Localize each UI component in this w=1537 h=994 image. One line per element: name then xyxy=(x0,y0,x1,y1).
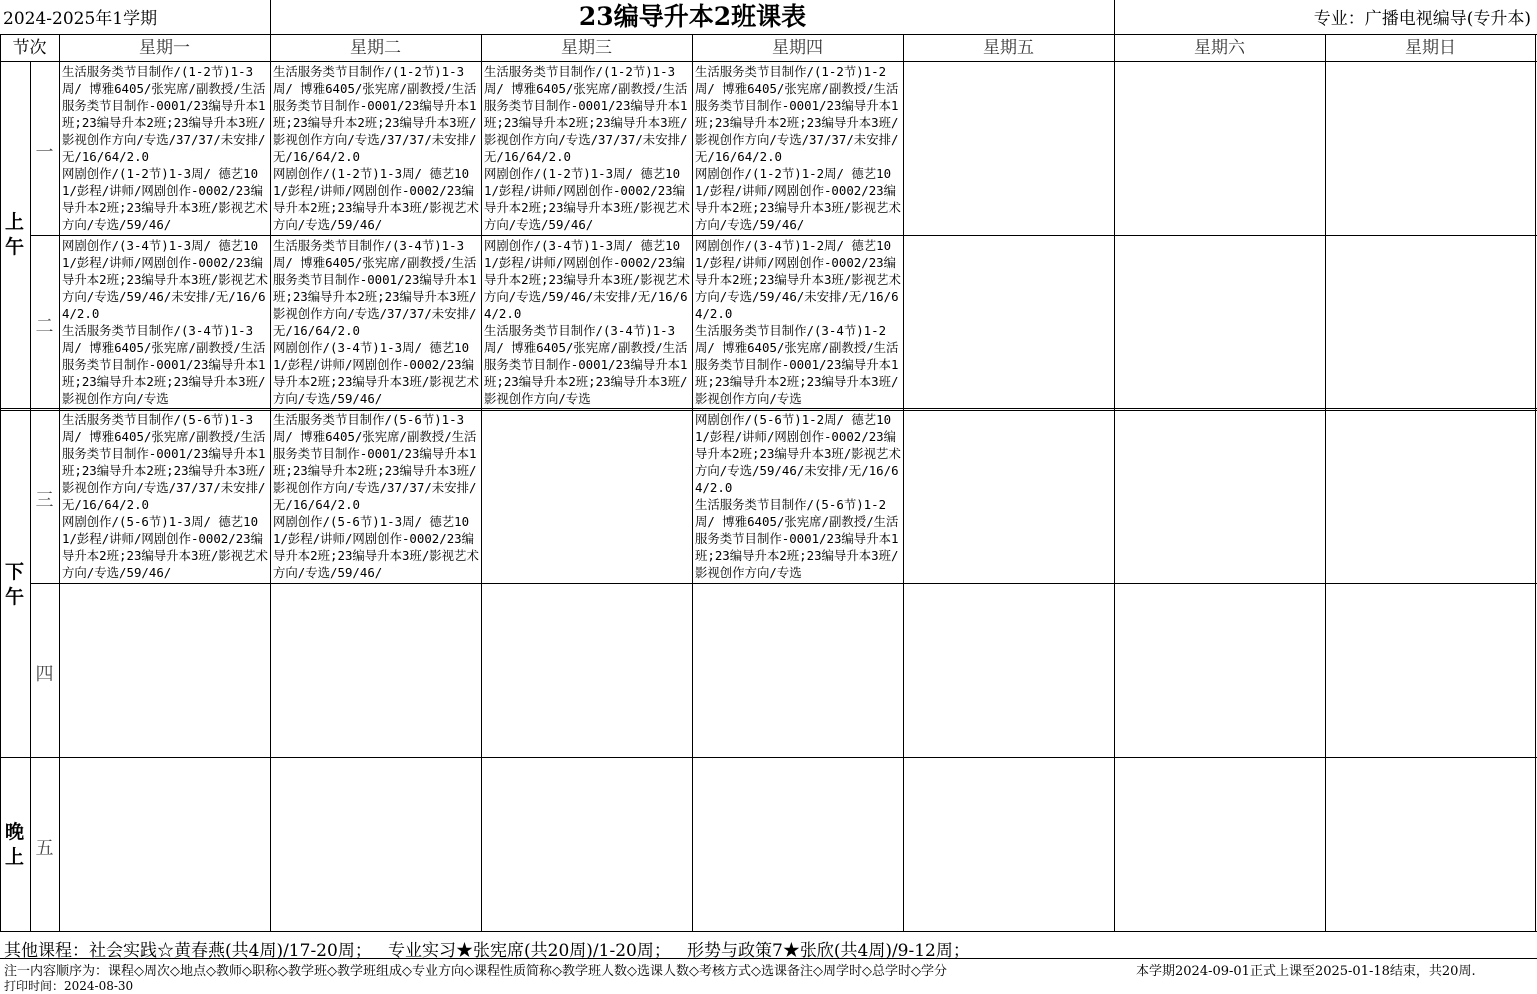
schedule-cell: 网剧创作/(3-4节)1-3周/ 德艺101/彭程/讲师/网剧创作-0002/23编导升本2班;23编导升本3班/影视艺术方向/专选/59/46/未安排/无/16/64/2.0 生活服务类节目制作/(3-4节)1-3周/ 博雅6405/张宪席/副教授/生活服务类节目制作-0001/23编导升本1班;23编导升本2班;23编导升本3班/影视创作方向/专选 xyxy=(62,238,268,406)
grid-line xyxy=(270,0,271,34)
period-morning: 上 午 xyxy=(4,211,24,258)
print-time: 打印时间：2024-08-30 xyxy=(4,979,134,993)
schedule-cell xyxy=(1326,584,1537,756)
schedule-cell xyxy=(1115,584,1326,756)
day-header-sat: 星期六 xyxy=(1194,38,1245,58)
schedule-cell xyxy=(904,584,1115,756)
schedule-cell xyxy=(1326,62,1537,234)
day-header-wed: 星期三 xyxy=(561,38,612,58)
page-title: 23编导升本2班课表 xyxy=(578,2,807,31)
schedule-cell xyxy=(60,758,271,930)
slot-label-3: 三 xyxy=(35,490,54,511)
schedule-cell xyxy=(904,758,1115,930)
schedule-cell xyxy=(271,758,482,930)
schedule-cell: 生活服务类节目制作/(1-2节)1-3周/ 博雅6405/张宪席/副教授/生活服务类节目制作-0001/23编导升本1班;23编导升本2班;23编导升本3班/影视创作方向/专选/37/37/未安排/无/16/64/2.0 网剧创作/(1-2节)1-3周/ 德艺101/彭程/讲师/网剧创作-0002/23编导升本2班;23编导升本3班/影视艺术方向/专选/59/46/ xyxy=(484,64,690,232)
schedule-cell xyxy=(693,584,904,756)
schedule-cell xyxy=(1326,758,1537,930)
schedule-cell: 网剧创作/(3-4节)1-3周/ 德艺101/彭程/讲师/网剧创作-0002/23编导升本2班;23编导升本3班/影视艺术方向/专选/59/46/未安排/无/16/64/2.0 生活服务类节目制作/(3-4节)1-3周/ 博雅6405/张宪席/副教授/生活服务类节目制作-0001/23编导升本1班;23编导升本2班;23编导升本3班/影视创作方向/专选 xyxy=(484,238,690,406)
schedule-cell xyxy=(1115,236,1326,408)
schedule-cell xyxy=(1115,62,1326,234)
slot-label-4: 四 xyxy=(35,664,54,685)
term-note: 本学期2024-09-01正式上课至2025-01-18结束，共20周. xyxy=(1136,964,1476,979)
grid-line xyxy=(0,34,1,932)
schedule-cell: 生活服务类节目制作/(5-6节)1-3周/ 博雅6405/张宪席/副教授/生活服务类节目制作-0001/23编导升本1班;23编导升本2班;23编导升本3班/影视创作方向/专选/37/37/未安排/无/16/64/2.0 网剧创作/(5-6节)1-3周/ 德艺101/彭程/讲师/网剧创作-0002/23编导升本2班;23编导升本3班/影视艺术方向/专选/59/46/ xyxy=(273,412,479,580)
schedule-cell xyxy=(482,410,693,582)
schedule-cell: 网剧创作/(5-6节)1-2周/ 德艺101/彭程/讲师/网剧创作-0002/23编导升本2班;23编导升本3班/影视艺术方向/专选/59/46/未安排/无/16/64/2.0 生活服务类节目制作/(5-6节)1-2周/ 博雅6405/张宪席/副教授/生活服务类节目制作-0001/23编导升本1班;23编导升本2班;23编导升本3班/影视创作方向/专选 xyxy=(695,412,901,580)
schedule-cell xyxy=(60,584,271,756)
slot-label-5: 五 xyxy=(35,838,54,859)
day-header-tue: 星期二 xyxy=(350,38,401,58)
schedule-cell: 生活服务类节目制作/(5-6节)1-3周/ 博雅6405/张宪席/副教授/生活服务类节目制作-0001/23编导升本1班;23编导升本2班;23编导升本3班/影视创作方向/专选/37/37/未安排/无/16/64/2.0 网剧创作/(5-6节)1-3周/ 德艺101/彭程/讲师/网剧创作-0002/23编导升本2班;23编导升本3班/影视艺术方向/专选/59/46/ xyxy=(62,412,268,580)
semester-label: 2024-2025年1学期 xyxy=(3,9,158,29)
slot-label-1: 一 xyxy=(35,142,54,163)
grid-line xyxy=(0,408,1537,409)
schedule-cell xyxy=(1326,410,1537,582)
schedule-cell: 网剧创作/(3-4节)1-2周/ 德艺101/彭程/讲师/网剧创作-0002/23编导升本2班;23编导升本3班/影视艺术方向/专选/59/46/未安排/无/16/64/2.0 生活服务类节目制作/(3-4节)1-2周/ 博雅6405/张宪席/副教授/生活服务类节目制作-0001/23编导升本1班;23编导升本2班;23编导升本3班/影视创作方向/专选 xyxy=(695,238,901,406)
slot-label-2: 二 xyxy=(35,316,54,337)
day-header-sun: 星期日 xyxy=(1405,38,1456,58)
period-afternoon: 下 午 xyxy=(4,561,24,608)
schedule-cell: 生活服务类节目制作/(3-4节)1-3周/ 博雅6405/张宪席/副教授/生活服务类节目制作-0001/23编导升本1班;23编导升本2班;23编导升本3班/影视创作方向/专选/37/37/未安排/无/16/64/2.0 网剧创作/(3-4节)1-3周/ 德艺101/彭程/讲师/网剧创作-0002/23编导升本2班;23编导升本3班/影视艺术方向/专选/59/46/ xyxy=(273,238,479,406)
period-evening: 晚 上 xyxy=(4,821,24,868)
schedule-cell xyxy=(1115,758,1326,930)
grid-line xyxy=(1114,0,1115,34)
other-courses: 其他课程：社会实践☆黄春燕(共4周)/17-20周； 专业实习★张宪席(共20周)/1-20周； 形势与政策7★张欣(共4周)/9-12周； xyxy=(4,941,970,961)
schedule-cell: 生活服务类节目制作/(1-2节)1-3周/ 博雅6405/张宪席/副教授/生活服务类节目制作-0001/23编导升本1班;23编导升本2班;23编导升本3班/影视创作方向/专选/37/37/未安排/无/16/64/2.0 网剧创作/(1-2节)1-3周/ 德艺101/彭程/讲师/网剧创作-0002/23编导升本2班;23编导升本3班/影视艺术方向/专选/59/46/ xyxy=(273,64,479,232)
day-header-mon: 星期一 xyxy=(139,38,190,58)
grid-line xyxy=(0,931,1537,932)
schedule-cell xyxy=(904,236,1115,408)
schedule-cell xyxy=(1326,236,1537,408)
content-order-note: 注一内容顺序为：课程◇周次◇地点◇教师◇职称◇教学班◇教学班组成◇专业方向◇课程性质简称◇教学班人数◇选课人数◇考核方式◇选课备注◇周学时◇总学时◇学分 xyxy=(4,964,947,979)
schedule-cell xyxy=(482,758,693,930)
schedule-cell: 生活服务类节目制作/(1-2节)1-3周/ 博雅6405/张宪席/副教授/生活服务类节目制作-0001/23编导升本1班;23编导升本2班;23编导升本3班/影视创作方向/专选/37/37/未安排/无/16/64/2.0 网剧创作/(1-2节)1-3周/ 德艺101/彭程/讲师/网剧创作-0002/23编导升本2班;23编导升本3班/影视艺术方向/专选/59/46/ xyxy=(62,64,268,232)
schedule-cell xyxy=(1115,410,1326,582)
schedule-cell xyxy=(904,410,1115,582)
schedule-cell xyxy=(482,584,693,756)
schedule-cell xyxy=(271,584,482,756)
schedule-cell xyxy=(693,758,904,930)
day-header-fri: 星期五 xyxy=(983,38,1034,58)
schedule-cell: 生活服务类节目制作/(1-2节)1-2周/ 博雅6405/张宪席/副教授/生活服务类节目制作-0001/23编导升本1班;23编导升本2班;23编导升本3班/影视创作方向/专选/37/37/未安排/无/16/64/2.0 网剧创作/(1-2节)1-2周/ 德艺101/彭程/讲师/网剧创作-0002/23编导升本2班;23编导升本3班/影视艺术方向/专选/59/46/ xyxy=(695,64,901,232)
day-header-thu: 星期四 xyxy=(772,38,823,58)
major-label: 专业：广播电视编导(专升本) xyxy=(1313,9,1531,29)
corner-header: 节次 xyxy=(12,38,47,58)
schedule-cell xyxy=(904,62,1115,234)
